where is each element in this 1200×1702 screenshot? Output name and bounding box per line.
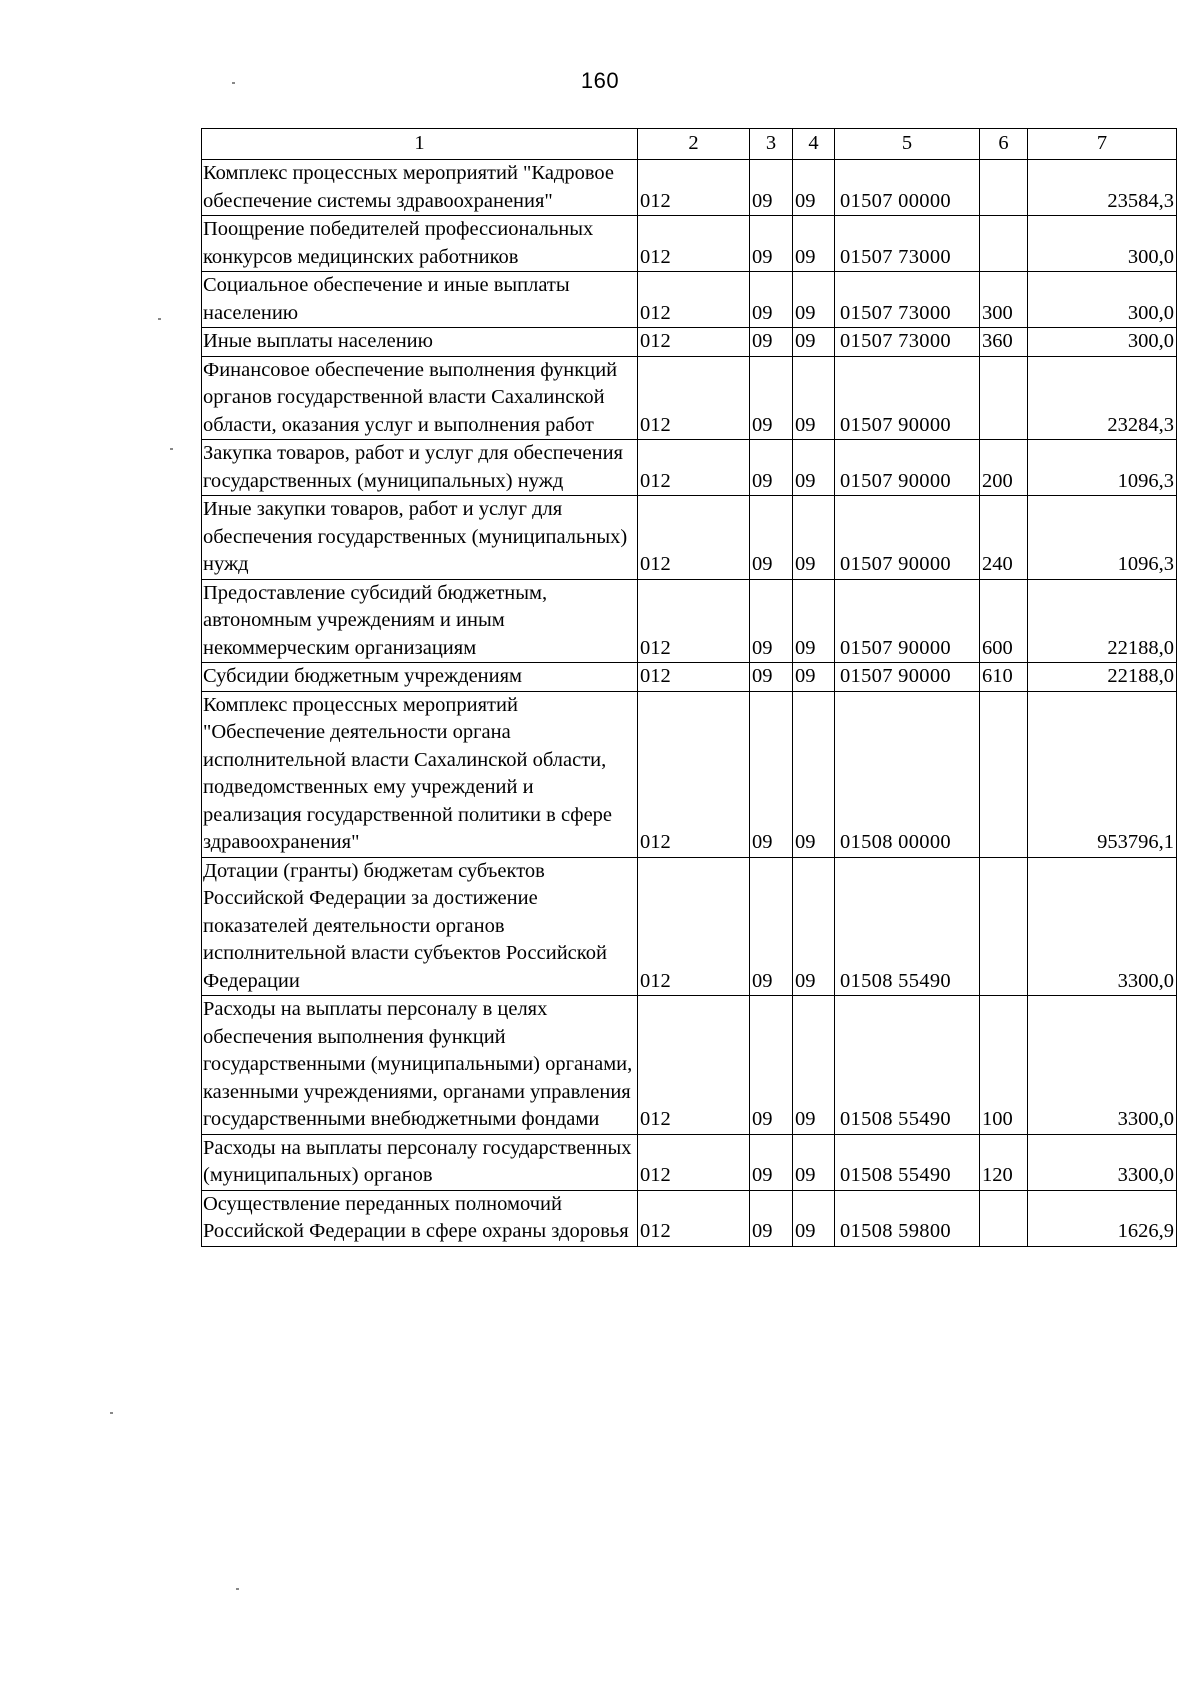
row-ministry-code: 012	[638, 216, 750, 272]
row-ministry-code: 012	[638, 440, 750, 496]
row-amount: 23284,3	[1028, 356, 1177, 440]
row-subsection-code: 09	[793, 356, 835, 440]
row-name: Комплекс процессных мероприятий "Обеспечение деятельности органа исполнительной власти Сахалинской области, подведомственных ему учреждений и реализация государственной политики в сфере здравоохранения"	[202, 691, 638, 857]
row-section-code: 09	[750, 160, 793, 216]
row-amount: 300,0	[1028, 328, 1177, 357]
row-section-code: 09	[750, 1134, 793, 1190]
row-name: Расходы на выплаты персоналу государственных (муниципальных) органов	[202, 1134, 638, 1190]
row-ministry-code: 012	[638, 1190, 750, 1246]
row-subsection-code: 09	[793, 496, 835, 580]
scan-speck	[236, 1588, 239, 1590]
row-expense-type	[980, 691, 1028, 857]
row-ministry-code: 012	[638, 691, 750, 857]
row-name: Финансовое обеспечение выполнения функций органов государственной власти Сахалинской области, оказания услуг и выполнения работ	[202, 356, 638, 440]
row-expense-type: 300	[980, 272, 1028, 328]
row-section-code: 09	[750, 356, 793, 440]
row-section-code: 09	[750, 496, 793, 580]
table-row	[202, 160, 1177, 216]
row-subsection-code: 09	[793, 1134, 835, 1190]
row-target-article: 01507 90000	[835, 356, 980, 440]
row-amount: 300,0	[1028, 216, 1177, 272]
row-subsection-code: 09	[793, 996, 835, 1135]
row-subsection-code: 09	[793, 663, 835, 692]
row-section-code: 09	[750, 857, 793, 996]
row-expense-type	[980, 160, 1028, 216]
row-amount: 3300,0	[1028, 1134, 1177, 1190]
row-name: Расходы на выплаты персоналу в целях обеспечения выполнения функций государственными (муниципальными) органами, казенными учреждениями, органами управления государственными внебюджетными фондами	[202, 996, 638, 1135]
table-row	[202, 328, 1177, 357]
row-name: Социальное обеспечение и иные выплаты населению	[202, 272, 638, 328]
row-name: Поощрение победителей профессиональных конкурсов медицинских работников	[202, 216, 638, 272]
row-expense-type	[980, 857, 1028, 996]
row-expense-type	[980, 1190, 1028, 1246]
header-row	[202, 129, 1177, 160]
page-number: 160	[580, 68, 620, 93]
row-ministry-code: 012	[638, 160, 750, 216]
row-name: Дотации (гранты) бюджетам субъектов Российской Федерации за достижение показателей деятельности органов исполнительной власти субъектов Российской Федерации	[202, 857, 638, 996]
row-expense-type: 100	[980, 996, 1028, 1135]
row-section-code: 09	[750, 1190, 793, 1246]
table-row	[202, 1134, 1177, 1190]
table-row	[202, 356, 1177, 440]
row-target-article: 01507 73000	[835, 272, 980, 328]
row-expense-type: 360	[980, 328, 1028, 357]
header-col-7: 7	[1028, 129, 1177, 160]
scan-speck	[110, 1412, 113, 1414]
row-amount: 22188,0	[1028, 663, 1177, 692]
row-name: Предоставление субсидий бюджетным, автономным учреждениям и иным некоммерческим организациям	[202, 579, 638, 663]
row-subsection-code: 09	[793, 579, 835, 663]
row-amount: 3300,0	[1028, 996, 1177, 1135]
row-subsection-code: 09	[793, 328, 835, 357]
row-subsection-code: 09	[793, 160, 835, 216]
row-expense-type	[980, 216, 1028, 272]
row-ministry-code: 012	[638, 272, 750, 328]
row-ministry-code: 012	[638, 356, 750, 440]
row-target-article: 01507 00000	[835, 160, 980, 216]
row-ministry-code: 012	[638, 328, 750, 357]
table-row	[202, 440, 1177, 496]
row-expense-type: 120	[980, 1134, 1028, 1190]
table-row	[202, 1190, 1177, 1246]
row-target-article: 01507 90000	[835, 579, 980, 663]
table-row	[202, 663, 1177, 692]
row-ministry-code: 012	[638, 857, 750, 996]
row-target-article: 01508 59800	[835, 1190, 980, 1246]
row-ministry-code: 012	[638, 1134, 750, 1190]
row-target-article: 01507 90000	[835, 440, 980, 496]
row-amount: 953796,1	[1028, 691, 1177, 857]
row-target-article: 01507 90000	[835, 663, 980, 692]
row-section-code: 09	[750, 579, 793, 663]
row-name: Субсидии бюджетным учреждениям	[202, 663, 638, 692]
row-section-code: 09	[750, 996, 793, 1135]
row-amount: 23584,3	[1028, 160, 1177, 216]
row-expense-type: 600	[980, 579, 1028, 663]
row-subsection-code: 09	[793, 857, 835, 996]
row-subsection-code: 09	[793, 1190, 835, 1246]
row-expense-type: 240	[980, 496, 1028, 580]
row-amount: 22188,0	[1028, 579, 1177, 663]
table-row	[202, 272, 1177, 328]
header-col-2: 2	[638, 129, 750, 160]
row-section-code: 09	[750, 272, 793, 328]
row-target-article: 01507 73000	[835, 328, 980, 357]
row-ministry-code: 012	[638, 579, 750, 663]
row-subsection-code: 09	[793, 691, 835, 857]
table-row	[202, 496, 1177, 580]
row-amount: 1096,3	[1028, 440, 1177, 496]
row-name: Закупка товаров, работ и услуг для обеспечения государственных (муниципальных) нужд	[202, 440, 638, 496]
row-target-article: 01508 00000	[835, 691, 980, 857]
row-target-article: 01508 55490	[835, 1134, 980, 1190]
header-col-6: 6	[980, 129, 1028, 160]
row-ministry-code: 012	[638, 996, 750, 1135]
row-amount: 300,0	[1028, 272, 1177, 328]
table-row	[202, 691, 1177, 857]
row-target-article: 01507 73000	[835, 216, 980, 272]
budget-table	[201, 128, 1177, 1247]
row-ministry-code: 012	[638, 663, 750, 692]
scan-speck	[170, 448, 173, 450]
scan-speck	[232, 82, 235, 84]
row-target-article: 01508 55490	[835, 857, 980, 996]
row-name: Иные закупки товаров, работ и услуг для обеспечения государственных (муниципальных) нужд	[202, 496, 638, 580]
row-section-code: 09	[750, 663, 793, 692]
table-row	[202, 857, 1177, 996]
row-expense-type: 610	[980, 663, 1028, 692]
row-section-code: 09	[750, 691, 793, 857]
row-amount: 3300,0	[1028, 857, 1177, 996]
row-ministry-code: 012	[638, 496, 750, 580]
table-row	[202, 579, 1177, 663]
row-name: Осуществление переданных полномочий Российской Федерации в сфере охраны здоровья	[202, 1190, 638, 1246]
row-amount: 1096,3	[1028, 496, 1177, 580]
row-section-code: 09	[750, 216, 793, 272]
header-col-3: 3	[750, 129, 793, 160]
header-col-5: 5	[835, 129, 980, 160]
row-name: Иные выплаты населению	[202, 328, 638, 357]
row-subsection-code: 09	[793, 272, 835, 328]
row-subsection-code: 09	[793, 440, 835, 496]
row-expense-type: 200	[980, 440, 1028, 496]
header-col-4: 4	[793, 129, 835, 160]
table-row	[202, 996, 1177, 1135]
row-section-code: 09	[750, 440, 793, 496]
scan-speck	[158, 318, 161, 320]
table-row	[202, 216, 1177, 272]
row-name: Комплекс процессных мероприятий "Кадровое обеспечение системы здравоохранения"	[202, 160, 638, 216]
row-target-article: 01508 55490	[835, 996, 980, 1135]
header-col-1: 1	[202, 129, 638, 160]
row-subsection-code: 09	[793, 216, 835, 272]
row-amount: 1626,9	[1028, 1190, 1177, 1246]
row-section-code: 09	[750, 328, 793, 357]
row-expense-type	[980, 356, 1028, 440]
row-target-article: 01507 90000	[835, 496, 980, 580]
